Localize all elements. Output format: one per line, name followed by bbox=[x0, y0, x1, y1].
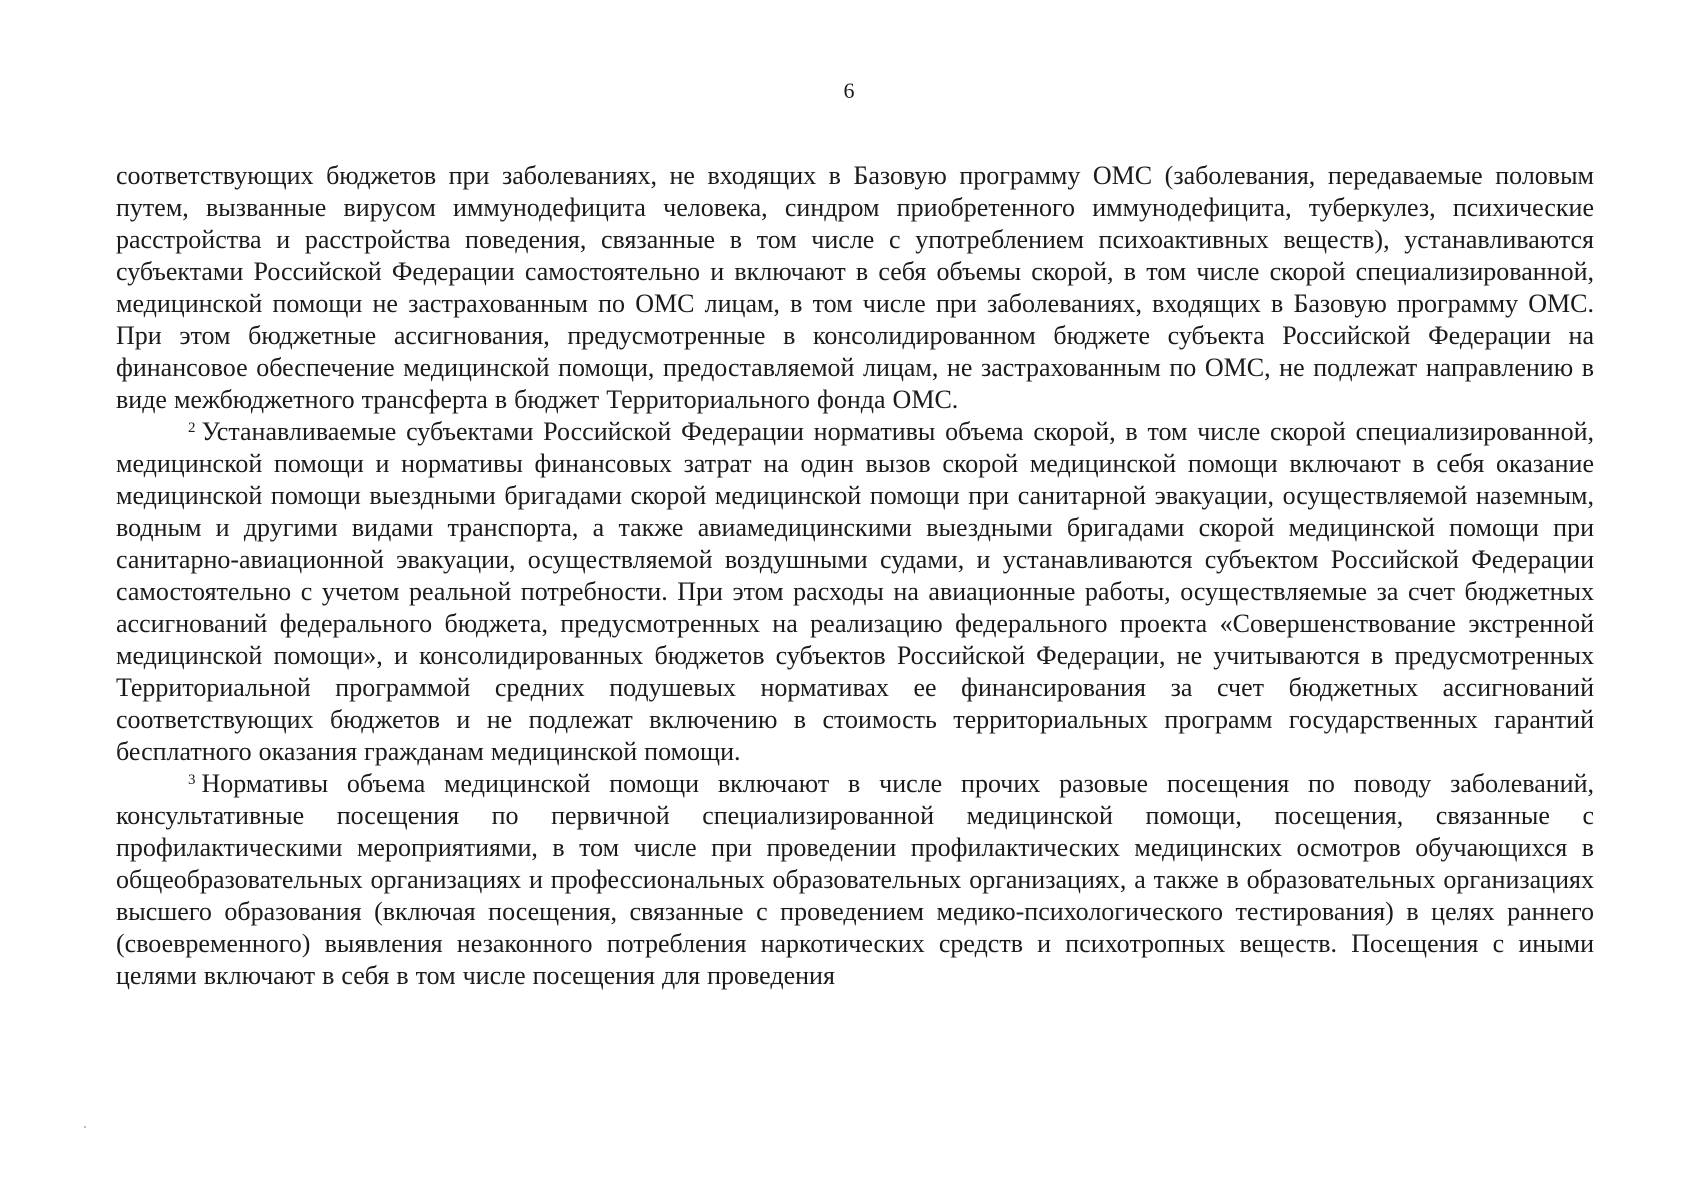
paragraph-text: Нормативы объема медицинской помощи включают в числе прочих разовые посещения по поводу заболеваний, консультативные посещения по первичной специализированной медицинской помощи, посещения, связанные с профилактическими мероприятиями, в том числе при проведении профилактических медицинских осмотров обучающихся в общеобразовательных организациях и профессиональных образовательных организациях, а также в образовательных организациях высшего образования (включая посещения, связанные с проведением медико-психологического тестирования) в целях раннего (своевременного) выявления незаконного потребления наркотических средств и психотропных веществ. Посещения с иными целями включают в себя в том числе посещения для проведения bbox=[116, 769, 1594, 990]
footnote-mark: 2 bbox=[188, 420, 196, 436]
scan-speck bbox=[84, 1126, 86, 1128]
paragraph-text: Устанавливаемые субъектами Российской Федерации нормативы объема скорой, в том числе скорой специализированной, медицинской помощи и нормативы финансовых затрат на один вызов скорой медицинской помощи включают в себя оказание медицинской помощи выездными бригадами скорой медицинской помощи при санитарной эвакуации, осуществляемой наземным, водным и другими видами транспорта, а также авиамедицинскими выездными бригадами скорой медицинской помощи при санитарно-авиационной эвакуации, осуществляемой воздушными судами, и устанавливаются субъектом Российской Федерации самостоятельно с учетом реальной потребности. При этом расходы на авиационные работы, осуществляемые за счет бюджетных ассигнований федерального бюджета, предусмотренных на реализацию федерального проекта «Совершенствование экстренной медицинской помощи», и консолидированных бюджетов субъектов Российской Федерации, не учитываются в предусмотренных Территориальной программой средних подушевых нормативах ее финансирования за счет бюджетных ассигнований соответствующих бюджетов и не подлежат включению в стоимость территориальных программ государственных гарантий бесплатного оказания гражданам медицинской помощи. bbox=[116, 417, 1594, 766]
paragraph-continuation bbox=[116, 160, 1594, 416]
page-number: 6 bbox=[843, 78, 855, 103]
footnote-paragraph-3 bbox=[116, 768, 1594, 992]
paragraph-text: соответствующих бюджетов при заболеваниях, не входящих в Базовую программу ОМС (заболевания, передаваемые половым путем, вызванные вирусом иммунодефицита человека, синдром приобретенного иммунодефицита, туберкулез, психические расстройства и расстройства поведения, связанные в том числе с употреблением психоактивных веществ), устанавливаются субъектами Российской Федерации самостоятельно и включают в себя объемы скорой, в том числе скорой специализированной, медицинской помощи не застрахованным по ОМС лицам, в том числе при заболеваниях, входящих в Базовую программу ОМС. При этом бюджетные ассигнования, предусмотренные в консолидированном бюджете субъекта Российской Федерации на финансовое обеспечение медицинской помощи, предоставляемой лицам, не застрахованным по ОМС, не подлежат направлению в виде межбюджетного трансферта в бюджет Территориального фонда ОМС. bbox=[116, 161, 1594, 414]
footnote-mark: 3 bbox=[188, 772, 196, 788]
footnote-paragraph-2 bbox=[116, 416, 1594, 768]
document-body bbox=[116, 160, 1594, 992]
